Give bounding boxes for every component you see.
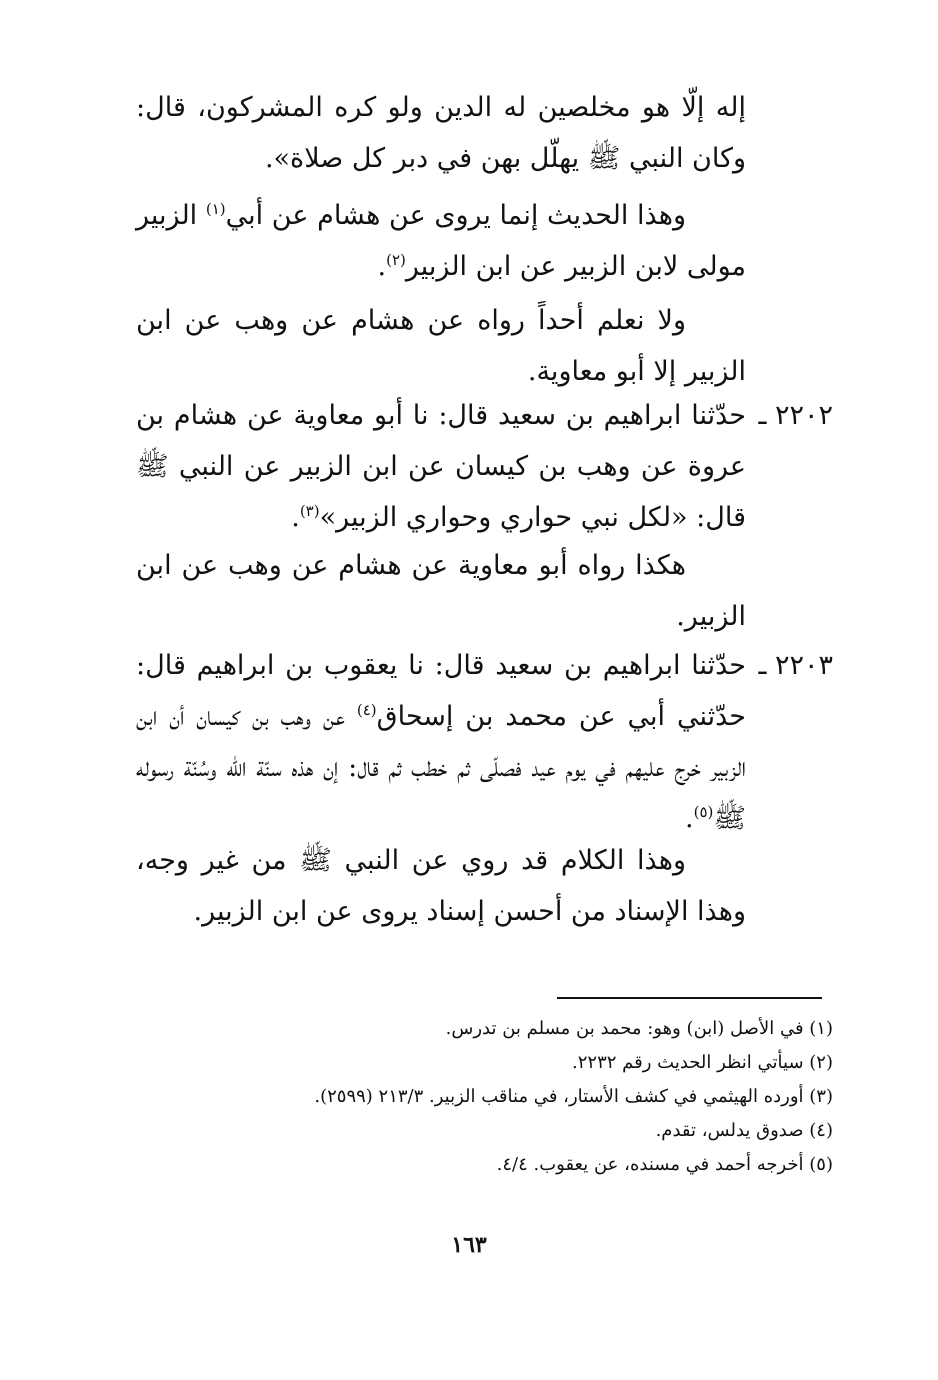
footnote-separator — [557, 997, 822, 999]
footnote-item: (٤) صدوق يدلس، تقدم. — [655, 1120, 833, 1141]
hadith-2203 — [136, 640, 833, 844]
paragraph-text: الزبير مولى لابن الزبير عن ابن الزبير — [136, 200, 746, 282]
paragraph-hakadha — [136, 540, 746, 642]
page-number: ١٦٣ — [451, 1232, 487, 1258]
paragraph-text: هكذا رواه أبو معاوية عن هشام عن وهب عن ابن الزبير. — [136, 550, 746, 632]
paragraph-text: وهذا الكلام قد روي عن النبي ﷺ من غير وجه، وهذا الإسناد من أحسن إسناد يروى عن ابن الزبير. — [136, 845, 746, 927]
footnote-ref-1[interactable]: (١) — [205, 200, 226, 218]
paragraph-text: إله إلّا هو مخلصين له الدين ولو كره المشركون، قال: وكان النبي ﷺ يهلّل بهن في دبر كل صلاة». — [136, 92, 746, 174]
footnote-ref-4[interactable]: (٤) — [356, 701, 377, 719]
hadith-body: حدّثنا ابراهيم بن سعيد قال: نا يعقوب بن ابراهيم قال: حدّثني أبي عن محمد بن إسحاق — [136, 650, 746, 732]
paragraph-text: وهذا الحديث إنما يروى عن هشام عن أبي — [225, 200, 686, 231]
paragraph-text: . — [377, 251, 387, 282]
hadith-number: ٢٢٠٢ ـ — [758, 400, 833, 431]
footnote-ref-3[interactable]: (٣) — [299, 502, 320, 520]
hadith-body: عن وهب بن كيسان أن ابن الزبير خرج عليهم في يوم عيد فصلّى ثم خطب ثم قال: إن هذه سنّة الله وسُنّة رسوله ﷺ — [136, 701, 746, 834]
paragraph-abu-muawiya — [136, 295, 746, 397]
footnote-ref-5[interactable]: (٥) — [693, 803, 714, 821]
paragraph-closing — [136, 835, 746, 937]
hadith-number: ٢٢٠٣ ـ — [758, 650, 833, 681]
hadith-text — [136, 640, 746, 844]
paragraph-continuation — [136, 82, 746, 184]
hadith-2202 — [136, 390, 833, 543]
hadith-body: حدّثنا ابراهيم بن سعيد قال: نا أبو معاوية عن هشام بن عروة عن وهب بن كيسان عن ابن الزبير عن النبي ﷺ قال: «لكل نبي حواري وحواري الزبير» — [136, 400, 746, 533]
paragraph-hisham-note — [136, 190, 746, 292]
paragraph-text: ولا نعلم أحداً رواه عن هشام عن وهب عن ابن الزبير إلا أبو معاوية. — [136, 305, 746, 387]
footnote-item: (١) في الأصل (ابن) وهو: محمد بن مسلم بن تدرس. — [445, 1018, 833, 1039]
footnote-item: (٥) أخرجه أحمد في مسنده، عن يعقوب. ٤/٤. — [496, 1154, 833, 1175]
hadith-end: . — [685, 803, 694, 834]
hadith-end: . — [291, 502, 300, 533]
footnote-item: (٢) سيأتي انظر الحديث رقم ٢٢٣٢. — [572, 1052, 833, 1073]
footnote-item: (٣) أورده الهيثمي في كشف الأستار، في مناقب الزبير. ٢١٣/٣ (٢٥٩٩). — [314, 1086, 833, 1107]
footnotes-list — [133, 1012, 833, 1182]
hadith-text — [136, 390, 746, 543]
footnote-ref-2[interactable]: (٢) — [386, 251, 406, 269]
